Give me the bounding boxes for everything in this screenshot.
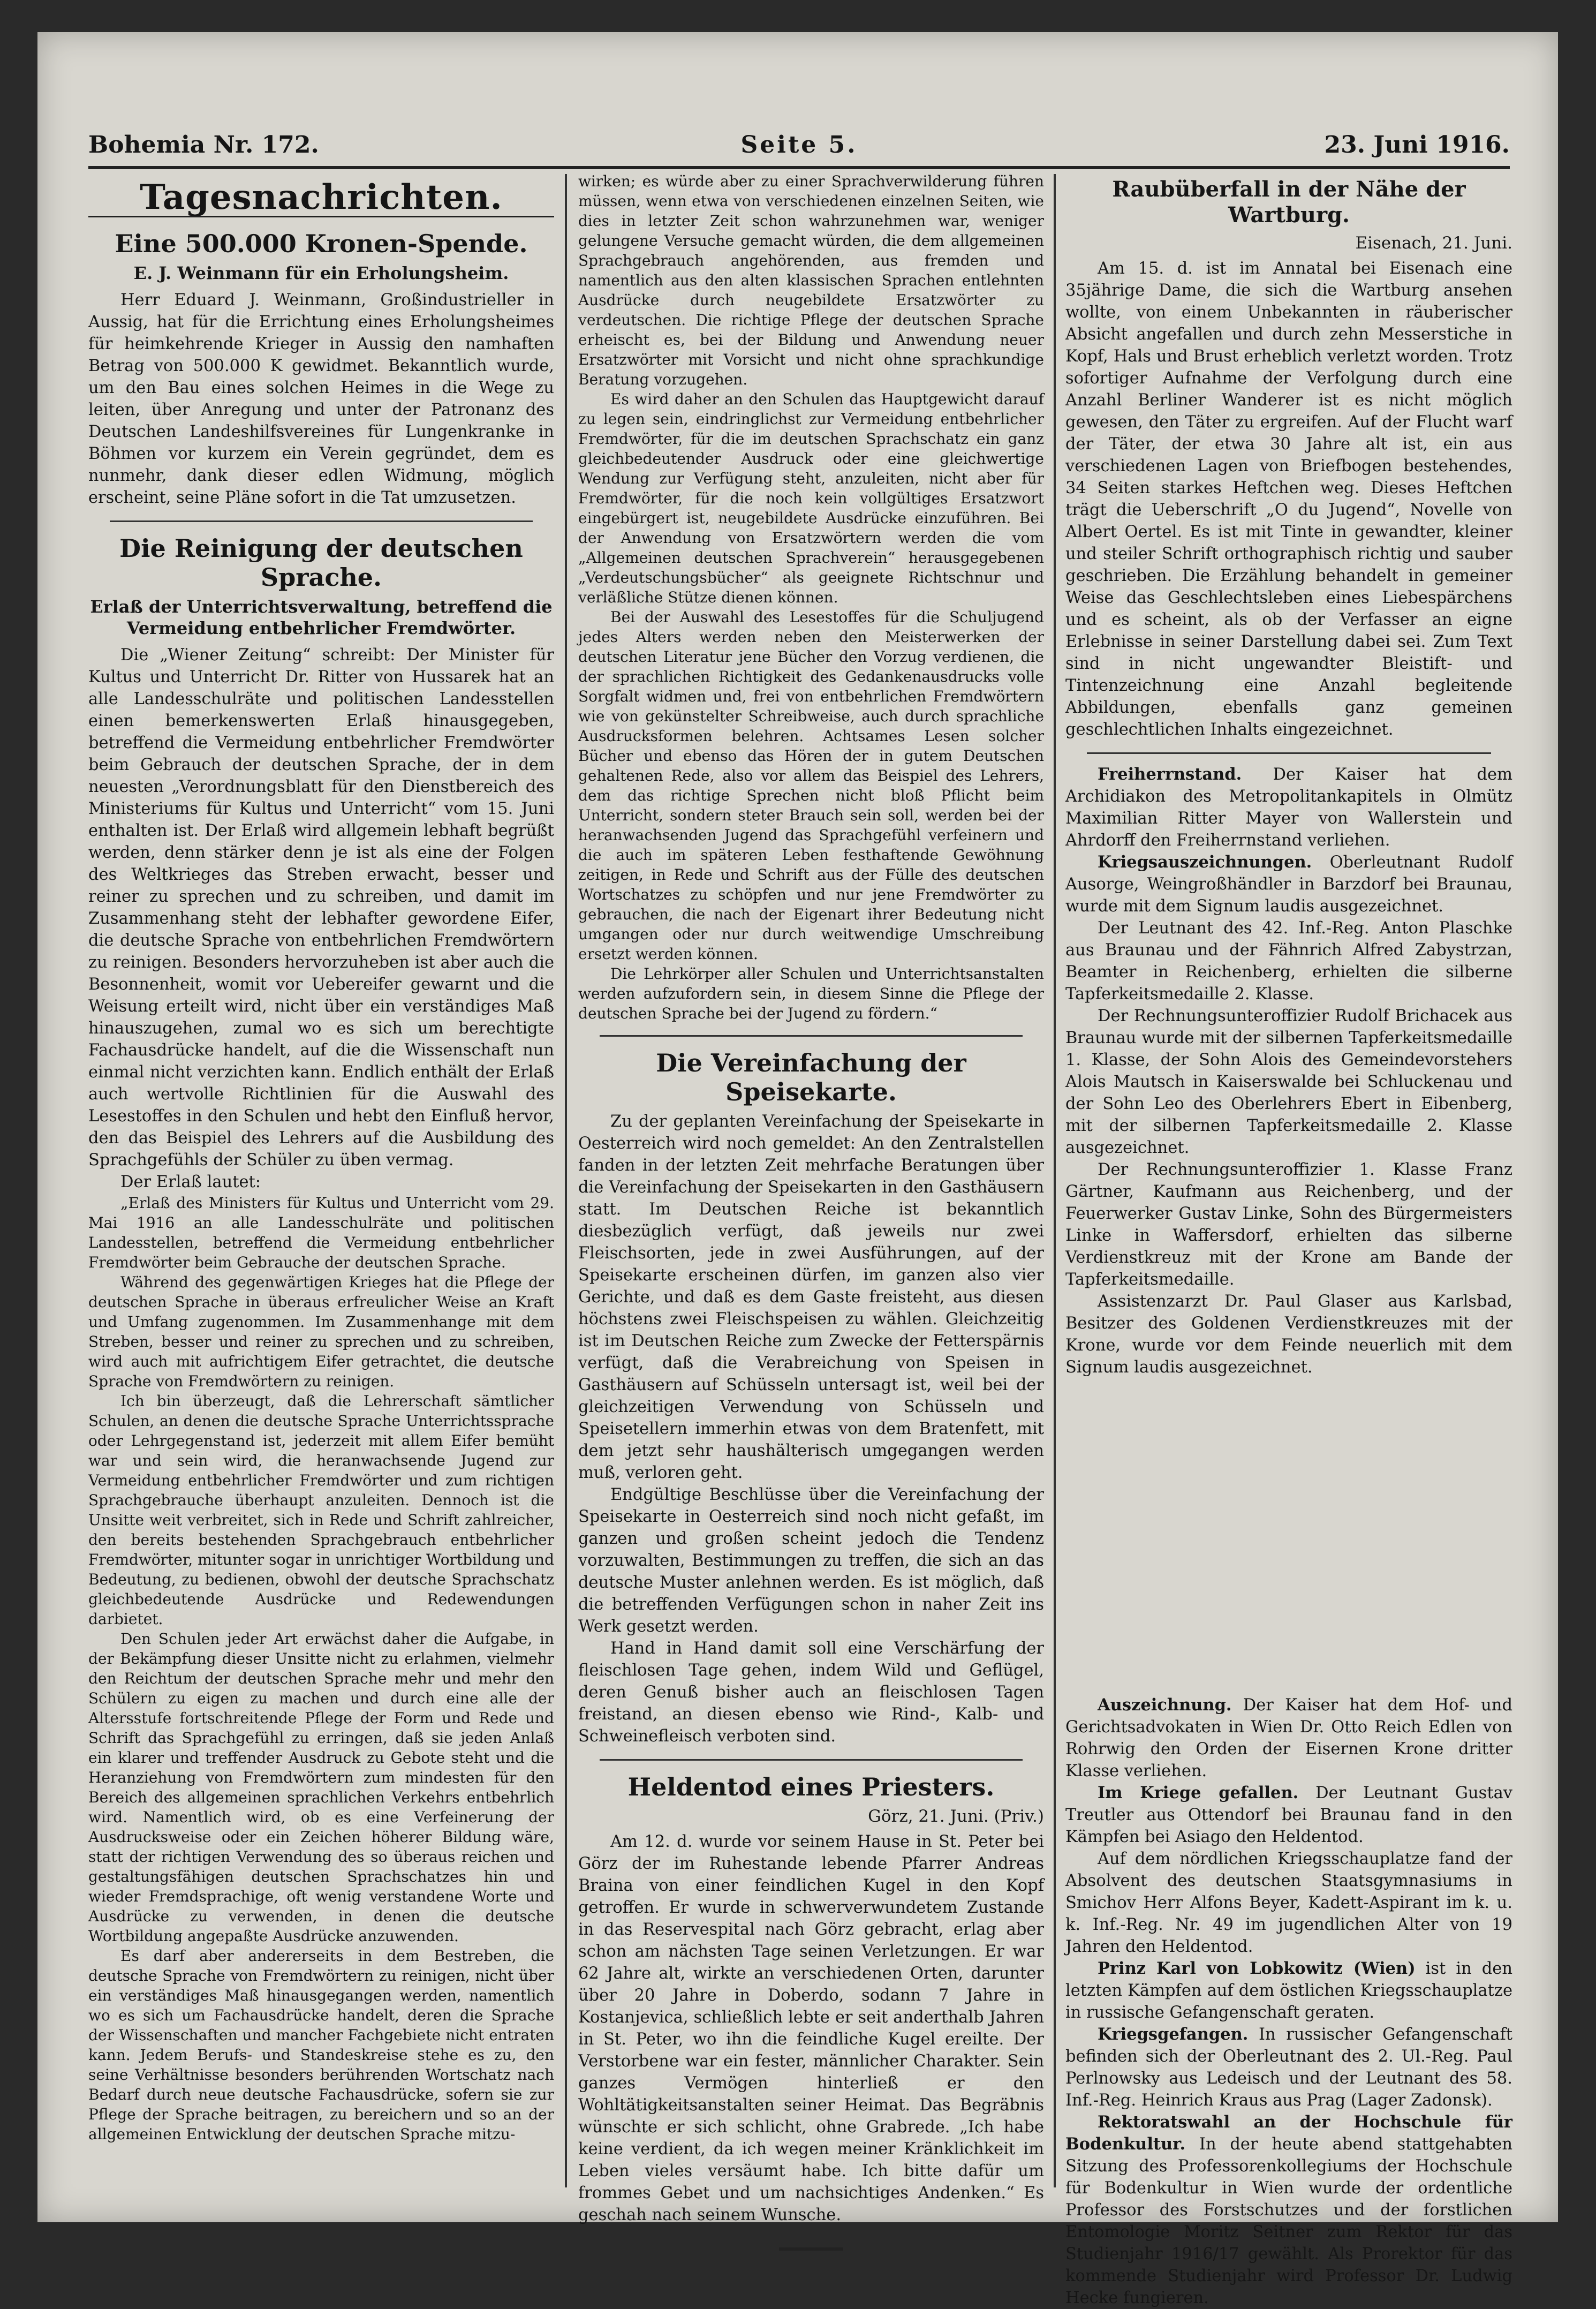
article-paragraph: Hand in Hand damit soll eine Verschärfung der fleischlosen Tage gehen, indem Wild und Geflügel, deren Genuß bisher auch an fleischlosen Tagen freistand, an diesen ebenso wie Rind-, Kalb- und Schweinefleisch verboten sind.: [578, 1639, 1044, 1746]
column-2: [578, 171, 1044, 2224]
article-paragraph: Die Lehrkörper aller Schulen und Unterrichtsanstalten werden aufzufordern sein, in diesem Sinne die Pflege der deutschen Sprache bei der Jugend zu fördern.“: [578, 965, 1044, 1022]
article-separator: [110, 520, 533, 522]
news-item-lead: Kriegsauszeichnungen.: [1098, 852, 1312, 872]
news-item-lead: Auszeichnung.: [1098, 1695, 1232, 1715]
article-paragraph: wirken; es würde aber zu einer Sprachverwilderung führen müssen, wenn etwa von verschiedenen einzelnen Seiten, wie dies in letzter Zeit schon wahrzunehmen war, weniger gelungene Versuche gemacht würden, die dem allgemeinen Sprachgebrauch angehörenden, aus fremden und namentlich aus den alten klassischen Sprachen entlehnten Ausdrücke durch neugebildete Ersatzwörter zu verdeutschen. Die richtige Pflege der deutschen Sprache erheischt es, bei der Bildung und Anwendung neuer Ersatzwörter mit Vorsicht und nicht ohne sprachkundige Beratung vorzugehen.: [578, 172, 1044, 388]
article-subtitle-spende: E. J. Weinmann für ein Erholungsheim.: [133, 263, 509, 283]
article-paragraph: Bei der Auswahl des Lesestoffes für die Schuljugend jedes Alters werden neben den Meisterwerken der deutschen Literatur jene Bücher den Vorzug verdienen, die der sprachlichen Richtigkeit des Gedankenausdrucks volle Sorgfalt widmen und, frei von entbehrlichen Fremdwörtern wie von gekünstelter Schreibweise, auch durch sprachliche Ausdrucksformen belehren. Achtsames Lesen solcher Bücher und ebenso das Hören der in gutem Deutschen gehaltenen Rede, also vor allem das Beispiel des Lehrers, dem das richtige Sprechen nicht bloß Pflicht beim Unterricht, sondern steter Brauch sein soll, werden bei der heranwachsenden Jugend das Sprachgefühl verfeinern und die auch im späteren Leben festhaftende Gewöhnung zeitigen, in Rede und Schrift aus der Fülle des deutschen Wortschatzes zu schöpfen und nur jene Fremdwörter zu gebrauchen, die nach der Eigenart ihrer Bedeutung nicht umgangen oder nur durch weitwendige Umschreibung ersetzt werden können.: [578, 608, 1044, 963]
news-item: [1065, 2111, 1512, 2309]
article-paragraph: Die „Wiener Zeitung“ schreibt: Der Minister für Kultus und Unterricht Dr. Ritter von Hussarek hat an alle Landesschulräte und politischen Landesstellen einen bemerkenswerten Erlaß hinausgegeben, betreffend die Vermeidung entbehrlicher Fremdwörter beim Gebrauch der deutschen Sprache, der in dem neuesten „Verordnungsblatt für den Dienstbereich des Ministeriums für Kultus und Unterricht“ vom 15. Juni enthalten ist. Der Erlaß wird allgemein lebhaft begrüßt werden, denn stärker denn je ist als eine der Folgen des Weltkrieges das Streben erwacht, besser und reiner zu sprechen und zu schreiben, und damit im Zusammenhang steht der lebhafter gewordene Eifer, die deutsche Sprache von entbehrlichen Fremdwörtern zu reinigen. Besonders hervorzuheben ist aber auch die Besonnenheit, womit vor Uebereifer gewarnt und die Weisung erteilt wird, nicht über ein verständiges Maß hinauszugehen, zumal wo es sich um berechtigte Fachausdrücke handelt, auf die die Wissenschaft nun einmal nicht verzichten kann. Endlich enthält der Erlaß auch wertvolle Richtlinien für die Auswahl des Lesestoffes in den Schulen und hebt den Einfluß hervor, den das Beispiel des Lehrers auf die Ausbildung des Sprachgefühls der Schüler zu üben vermag.: [88, 646, 554, 1169]
newspaper-page: [37, 32, 1558, 2307]
news-item-lead: Prinz Karl von Lobkowitz (Wien): [1098, 1959, 1416, 1978]
news-item-text: Der Kaiser hat dem Hof- und Gerichtsadvokaten in Wien Dr. Otto Reich Edlen von Rohrwig den Orden der Eisernen Krone dritter Klasse verliehen.: [1065, 1696, 1512, 1780]
news-item-text: Oberleutnant Rudolf Ausorge, Weingroßhändler in Barzdorf bei Braunau, wurde mit dem Signum laudis ausgezeichnet.: [1065, 853, 1512, 916]
article-title-sprache: Die Reinigung der deutschen Sprache.: [119, 534, 523, 592]
news-item-text: In russischer Gefangenschaft befinden sich der Oberleutnant des 2. Ul.-Reg. Paul Perlnowsky aus Ledeisch und der Leutnant des 58. Inf.-Reg. Heinrich Kraus aus Prag (Lager Zadonsk).: [1065, 2025, 1512, 2110]
news-item-text: In der heute abend stattgehabten Sitzung des Professorenkollegiums der Hochschule für Bodenkultur in Wien wurde der ordentliche Professor des Forstschutzes und der forstlichen Entomologie Moritz Seitner zum Rektor für das Studienjahr 1916/17 gewählt. Als Prorektor für das kommende Studienjahr wird Professor Dr. Ludwig Hecke fungieren.: [1065, 2135, 1512, 2307]
news-item-text: Der Leutnant Gustav Treutler aus Ottendorf bei Braunau fand in den Kämpfen bei Asiago den Heldentod.: [1065, 1784, 1512, 1846]
article-dateline: Eisenach, 21. Juni.: [1355, 233, 1512, 253]
article-paragraph: Am 15. d. ist im Annatal bei Eisenach eine 35jährige Dame, die sich die Wartburg ansehen wollte, von einem Unbekannten in räuberischer Absicht angefallen und durch zehn Messerstiche in Kopf, Hals und Brust erheblich verletzt worden. Trotz sofortiger Aufnahme der Verfolgung durch eine Anzahl Berliner Wanderer ist es nicht möglich gewesen, den Täter zu ergreifen. Auf der Flucht warf der Täter, der etwa 30 Jahre alt ist, ein aus verschiedenen Lagen von Briefbogen bestehendes, 34 Seiten starkes Heftchen weg. Dieses Heftchen trägt die Ueberschrift „O du Jugend“, Novelle von Albert Oertel. Es ist mit Tinte in gewandter, kleiner und steiler Schrift orthographisch richtig und sauber geschrieben. Die Erzählung behandelt in gemeiner Weise das Geschlechtsleben eines Liebespärchens und es scheint, als ob der Verfasser an eigne Erlebnisse in seiner Darstellung dabei sei. Zum Text sind in nicht ungewandter Bleistift- und Tintenzeichnung eine Anzahl begleitende Abbildungen, ebenfalls ganz gemeinen geschlechtlichen Inhalts eingezeichnet.: [1065, 259, 1512, 739]
news-item-lead: Freiherrnstand.: [1098, 765, 1242, 784]
news-item: [1065, 2024, 1512, 2111]
article-paragraph: Zu der geplanten Vereinfachung der Speisekarte in Oesterreich wird noch gemeldet: An den Zentralstellen fanden in der letzten Zeit mehrfache Beratungen über die Vereinfachung der Speisekarten in den Gasthäusern statt. Im Deutschen Reiche ist bekanntlich diesbezüglich verfügt, daß jeweils nur zwei Fleischsorten, jede in zwei Ausführungen, auf der Speisekarte erscheinen dürfen, im ganzen also vier Gerichte, und daß es dem Gaste freisteht, aus diesen höchstens zwei Fleischspeisen zu wählen. Gleichzeitig ist im Deutschen Reiche zum Zwecke der Fetterspärnis verfügt, daß die Verabreichung von Speisen in Gasthäusern auf Schüsseln untersagt ist, weil bei der gleichzeitigen Verwendung von Schüsseln und Speisetellern immerhin etwas von dem Bratenfett, mit dem jetzt sehr haushälterisch umgegangen werden muß, verloren geht.: [578, 1112, 1044, 1482]
section-title: Tagesnachrichten.: [88, 186, 554, 217]
column-1: [88, 171, 554, 2185]
article-paragraph: Am 12. d. wurde vor seinem Hause in St. Peter bei Görz der im Ruhestande lebende Pfarrer Andreas Braina von einer feindlichen Kugel in den Kopf getroffen. Er wurde in schwerverwundetem Zustande in das Reservespital nach Görz gebracht, erlag aber schon am nächsten Tage seinen Verletzungen. Er war 62 Jahre alt, wirkte an verschiedenen Orten, darunter über 20 Jahre in Doberdo, sodann 7 Jahre in Kostanjevica, schließlich lebte er seit anderthalb Jahren in St. Peter, wo ihn die feindliche Kugel ereilte. Der Verstorbene war ein fester, männlicher Charakter. Sein ganzes Vermögen hinterließ er den Wohltätigkeitsanstalten seiner Heimat. Das Begräbnis wünschte er sich schlicht, ohne Grabrede. „Ich habe keine verdient, da ich wegen meiner Kränklichkeit im Leben vieles versäumt habe. Ich bitte dafür um frommes Gebet und um nachsichtiges Andenken.“ Es geschah nach seinem Wunsche.: [578, 1832, 1044, 2224]
news-item: [1065, 1958, 1512, 2024]
news-item: [1065, 764, 1512, 851]
article-paragraph: Den Schulen jeder Art erwächst daher die Aufgabe, in der Bekämpfung dieser Unsitte nicht zu erlahmen, vielmehr den Reichtum der deutschen Sprache mehr und mehr den Schülern zu eigen zu machen und durch eine alle der Altersstufe fortschreitende Pflege der Form und Rede und Schrift das Sprachgefühl zu erringen, daß sie jeden Anlaß ein klarer und treffender Ausdruck zu Gebote steht und die Heranziehung von Fremdwörtern zum mindesten für den Bereich des allgemeinen sprachlichen Verkehrs entbehrlich wird. Namentlich wird, ob es eine Verfeinerung der Ausdrucksweise oder ein Zeichen höherer Bildung wäre, statt der richtigen Verwendung des so überaus reichen und gestaltungsfähigen deutschen Sprachschatzes hin und wieder Fremdsprachige, oft wenig verstandene Worte und Ausdrücke zu verwenden, in denen die deutsche Wortbildung angepaßte Ausdrücke anzuwenden.: [88, 1630, 554, 1945]
article-separator: [600, 1759, 1023, 1761]
article-paragraph: Der Erlaß lautet:: [120, 1173, 261, 1191]
article-paragraph: Während des gegenwärtigen Krieges hat die Pflege der deutschen Sprache in überaus erfreulicher Weise an Kraft und Umfang zugenommen. Im Zusammenhange mit dem Streben, besser und reiner zu sprechen und zu schreiben, wird auch mit aufrichtigem Eifer getrachtet, die deutsche Sprache von Fremdwörtern zu reinigen.: [88, 1273, 554, 1390]
article-separator: [1087, 752, 1491, 754]
news-item-text: ist in den letzten Kämpfen auf dem östlichen Kriegsschauplatze in russische Gefangenschaft geraten.: [1065, 1959, 1513, 2022]
article-paragraph: Endgültige Beschlüsse über die Vereinfachung der Speisekarte in Oesterreich sind noch nicht gefaßt, im ganzen und großen scheint jedoch die Tendenz vorzuwalten, Bestimmungen zu treffen, die sich an das deutsche Muster anlehnen werden. Es ist möglich, daß die betreffenden Verfügungen schon in naher Zeit ins Werk gesetzt werden.: [578, 1485, 1044, 1636]
article-title-heldentod: Heldentod eines Priesters.: [627, 1772, 995, 1801]
issue-date: 23. Juni 1916.: [1324, 131, 1510, 159]
article-title-raubueberfall: Raubüberfall in der Nähe der Wartburg.: [1112, 177, 1466, 228]
article-paragraph: Es wird daher an den Schulen das Hauptgewicht darauf zu legen sein, eindringlichst zur Vermeidung entbehrlicher Fremdwörter, für die im deutschen Sprachschatz ein ganz gleichbedeutender Ausdruck oder eine gleichwertige Wendung zur Verfügung steht, anzuleiten, nicht aber für Fremdwörter, für die noch kein vollgültiges Ersatzwort eingebürgert ist, neugebildete Ausdrücke einzuführen. Bei der Anwendung von Ersatzwörtern werden die vom „Allgemeinen deutschen Sprachverein“ herausgegebenen „Verdeutschungsbücher“ als geeignete Richtschnur und verläßliche Stütze dienen können.: [578, 390, 1044, 606]
news-item-lead: Rektoratswahl an der Hochschule für Bodenkultur.: [1065, 2112, 1512, 2154]
news-item: [1065, 1694, 1512, 1782]
article-paragraph: „Erlaß des Ministers für Kultus und Unterricht vom 29. Mai 1916 an alle Landesschulräte und politischen Landesstellen, betreffend die Vermeidung entbehrlicher Fremdwörter beim Gebrauche der deutschen Sprache.: [88, 1194, 554, 1271]
news-item: Der Rechnungsunteroffizier 1. Klasse Franz Gärtner, Kaufmann aus Reichenberg, und der Feuerwerker Gustav Linke, Sohn des Bürgermeisters Linke in Waffersdorf, erhielten das silberne Verdienstkreuz mit der Krone am Bande der Tapferkeitsmedaille.: [1065, 1160, 1512, 1289]
issue-number: Bohemia Nr. 172.: [88, 131, 319, 159]
news-item: [1065, 1782, 1512, 1848]
end-mark: [779, 2247, 843, 2251]
article-subtitle-sprache: Erlaß der Unterrichtsverwaltung, betreffend die Vermeidung entbehrlicher Fremdwörter.: [90, 597, 553, 638]
news-item-text: Der Kaiser hat dem Archidiakon des Metropolitankapitels in Olmütz Maximilian Ritter Mayer von Wallerstein und Ahrdorff den Freiherrnstand verliehen.: [1065, 765, 1512, 850]
page-header: [88, 120, 1510, 169]
page-number: Seite 5.: [740, 131, 858, 159]
article-paragraph: Ich bin überzeugt, daß die Lehrerschaft sämtlicher Schulen, an denen die deutsche Sprache Unterrichtssprache oder Lehrgegenstand ist, jederzeit mit allem Eifer bemüht war und sein wird, die heranwachsende Jugend zur Vermeidung entbehrlicher Fremdwörter und zum richtigen Sprachgebrauche überhaupt anzuleiten. Dennoch ist die Unsitte weit verbreitet, sich in Rede und Schrift zahlreicher, den bereits bestehenden Sprachgebrauch entbehrlicher Fremdwörter, mitunter sogar in unrichtiger Wortbildung und Bedeutung, zu bedienen, obwohl der deutsche Sprachschatz gleichbedeutende Ausdrücke und Redewendungen darbietet.: [88, 1392, 554, 1628]
news-item: Assistenzarzt Dr. Paul Glaser aus Karlsbad, Besitzer des Goldenen Verdienstkreuzes mit der Krone, wurde vor dem Feinde neuerlich mit dem Signum laudis ausgezeichnet.: [1065, 1292, 1512, 1377]
news-item-lead: Im Kriege gefallen.: [1098, 1783, 1299, 1802]
article-paragraph: Es darf aber andererseits in dem Bestreben, die deutsche Sprache von Fremdwörtern zu reinigen, nicht über ein verständiges Maß hinausgegangen werden, namentlich wo es sich um Fachausdrücke handelt, deren die Sprache der Wissenschaften und mancher Fachgebiete nicht entraten kann. Jedem Berufs- und Standeskreise stehe es zu, den seine Verhältnisse besonders berührenden Wortschatz nach Bedarf durch neue deutsche Fachausdrücke, sofern sie zur Pflege der Sprache beitragen, zu bereichern und so an der allgemeinen Entwicklung der deutschen Sprache mitzu-: [88, 1947, 554, 2143]
article-separator: [600, 1035, 1023, 1037]
news-item-lead: Kriegsgefangen.: [1098, 2025, 1249, 2044]
column-rule-2: [1054, 174, 1056, 2187]
news-item: Der Leutnant des 42. Inf.-Reg. Anton Plaschke aus Braunau und der Fähnrich Alfred Zabystrzan, Beamter in Reichenberg, erhielten die silberne Tapferkeitsmedaille 2. Klasse.: [1065, 919, 1512, 1003]
news-item: Der Rechnungsunteroffizier Rudolf Brichacek aus Braunau wurde mit der silbernen Tapferkeitsmedaille 1. Klasse, der Sohn Alois des Gemeindevorstehers Alois Mautsch in Kaiserswalde bei Schluckenau und der Sohn Leo des Oberlehrers Ebert in Eibenberg, mit der silbernen Tapferkeitsmedaille 2. Klasse ausgezeichnet.: [1065, 1007, 1512, 1157]
blank-space: [1065, 1378, 1512, 1694]
article-dateline: Görz, 21. Juni. (Priv.): [868, 1807, 1044, 1826]
column-rule-1: [565, 174, 567, 2187]
article-title-speisekarte: Die Vereinfachung der Speisekarte.: [656, 1048, 966, 1106]
article-paragraph: Herr Eduard J. Weinmann, Großindustrieller in Aussig, hat für die Errichtung eines Erholungsheimes für heimkehrende Krieger in Aussig den namhaften Betrag von 500.000 K gewidmet. Bekanntlich wurde, um den Bau eines solchen Heimes in die Wege zu leiten, über Anregung und unter der Patronanz des Deutschen Landeshilfsvereines für Lungenkranke in Böhmen vor kurzem ein Verein gegründet, dem es nunmehr, dank dieser edlen Widmung, möglich erscheint, seine Pläne sofort in die Tat umzusetzen.: [88, 291, 554, 507]
article-title-spende: Eine 500.000 Kronen-Spende.: [115, 229, 528, 258]
column-3: [1065, 171, 1513, 2307]
news-item: Auf dem nördlichen Kriegsschauplatze fand der Absolvent des deutschen Staatsgymnasiums in Smichov Herr Alfons Beyer, Kadett-Aspirant im k. u. k. Inf.-Reg. Nr. 49 im jugendlichen Alter von 19 Jahren den Heldentod.: [1065, 1850, 1512, 1956]
news-item: [1065, 851, 1512, 917]
